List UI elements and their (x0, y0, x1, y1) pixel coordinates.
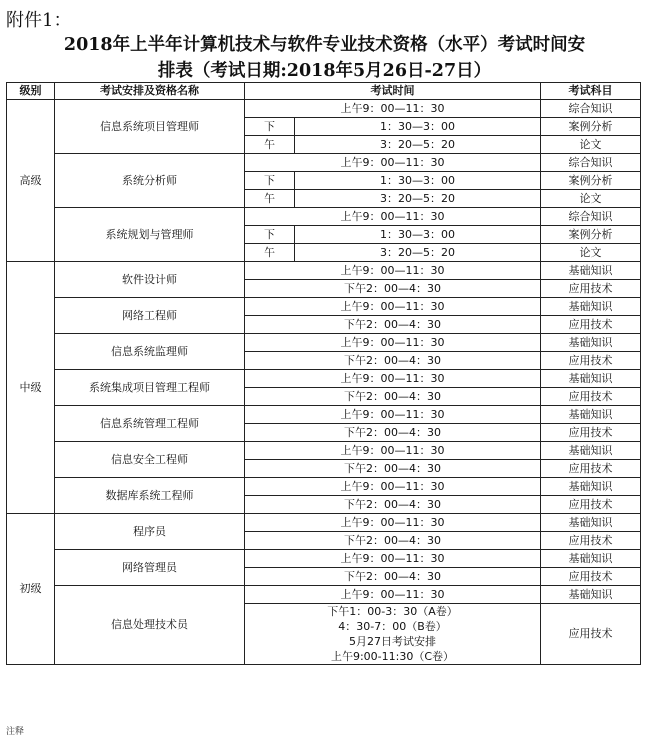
table-row (7, 298, 641, 316)
exam-schedule-table (6, 82, 641, 665)
exam-time: 3：20—5：20 (295, 244, 541, 262)
exam-time: 上午9：00—11：30 (245, 100, 541, 118)
title-line-2: 排表（考试日期:2018年5月26日-27日） (157, 61, 492, 81)
exam-subject: 案例分析 (541, 118, 641, 136)
exam-subject: 基础知识 (541, 370, 641, 388)
exam-name: 信息安全工程师 (55, 442, 245, 478)
attachment-label: 附件1： (6, 10, 72, 31)
exam-subject: 综合知识 (541, 100, 641, 118)
header-subject: 考试科目 (541, 83, 641, 100)
table-row (7, 370, 641, 388)
exam-time-special (245, 604, 541, 665)
table-row (7, 442, 641, 460)
exam-name: 系统集成项目管理工程师 (55, 370, 245, 406)
header-level: 级别 (7, 83, 55, 100)
exam-time: 1：30—3：00 (295, 118, 541, 136)
exam-time: 1：30—3：00 (295, 172, 541, 190)
exam-time: 下午2：00—4：30 (245, 280, 541, 298)
table-row (7, 154, 641, 172)
exam-subject: 应用技术 (541, 496, 641, 514)
exam-time: 下午2：00—4：30 (245, 496, 541, 514)
exam-subject: 应用技术 (541, 316, 641, 334)
exam-subject: 案例分析 (541, 172, 641, 190)
exam-subject: 应用技术 (541, 424, 641, 442)
exam-time: 上午9：00—11：30 (245, 586, 541, 604)
exam-name: 系统分析师 (55, 154, 245, 208)
table-row (7, 208, 641, 226)
exam-name: 网络工程师 (55, 298, 245, 334)
exam-time: 上午9：00—11：30 (245, 514, 541, 532)
exam-time: 上午9：00—11：30 (245, 478, 541, 496)
exam-time: 下午2：00—4：30 (245, 532, 541, 550)
exam-subject: 基础知识 (541, 262, 641, 280)
exam-time: 1：30—3：00 (295, 226, 541, 244)
exam-subject: 基础知识 (541, 442, 641, 460)
table-row (7, 262, 641, 280)
exam-time: 下午2：00—4：30 (245, 460, 541, 478)
exam-time: 上午9：00—11：30 (245, 550, 541, 568)
exam-name: 系统规划与管理师 (55, 208, 245, 262)
special-time-line: 4：30-7：00（B卷） (338, 620, 447, 633)
exam-subject: 基础知识 (541, 514, 641, 532)
exam-time: 上午9：00—11：30 (245, 442, 541, 460)
exam-time: 下午2：00—4：30 (245, 568, 541, 586)
exam-subject: 案例分析 (541, 226, 641, 244)
exam-subject: 应用技术 (541, 532, 641, 550)
exam-subject: 基础知识 (541, 406, 641, 424)
exam-name: 程序员 (55, 514, 245, 550)
exam-name: 网络管理员 (55, 550, 245, 586)
exam-subject: 应用技术 (541, 388, 641, 406)
exam-subject: 应用技术 (541, 604, 641, 665)
pm-label: 下 (245, 226, 295, 244)
header-name: 考试安排及资格名称 (55, 83, 245, 100)
exam-name: 信息系统项目管理师 (55, 100, 245, 154)
exam-time: 上午9：00—11：30 (245, 262, 541, 280)
level-junior: 初级 (7, 514, 55, 665)
exam-name: 数据库系统工程师 (55, 478, 245, 514)
exam-subject: 应用技术 (541, 280, 641, 298)
exam-name: 信息处理技术员 (55, 586, 245, 665)
exam-name: 信息系统管理工程师 (55, 406, 245, 442)
pm-label: 下 (245, 172, 295, 190)
exam-time: 3：20—5：20 (295, 190, 541, 208)
footer-note: 注释 (6, 727, 25, 737)
exam-subject: 论文 (541, 136, 641, 154)
header-row (7, 83, 641, 100)
exam-name: 信息系统监理师 (55, 334, 245, 370)
exam-subject: 基础知识 (541, 550, 641, 568)
exam-time: 上午9：00—11：30 (245, 406, 541, 424)
pm-label: 下 (245, 118, 295, 136)
special-time-line: 下午1：00-3：30（A卷） (327, 605, 458, 618)
exam-subject: 应用技术 (541, 568, 641, 586)
level-senior: 高级 (7, 100, 55, 262)
level-mid: 中级 (7, 262, 55, 514)
exam-subject: 论文 (541, 190, 641, 208)
table-row (7, 100, 641, 118)
table-row (7, 550, 641, 568)
exam-subject: 综合知识 (541, 154, 641, 172)
exam-subject: 基础知识 (541, 586, 641, 604)
exam-time: 上午9：00—11：30 (245, 208, 541, 226)
pm-label: 午 (245, 136, 295, 154)
pm-label: 午 (245, 190, 295, 208)
exam-time: 上午9：00—11：30 (245, 298, 541, 316)
exam-time: 3：20—5：20 (295, 136, 541, 154)
exam-subject: 基础知识 (541, 334, 641, 352)
special-time-line: 5月27日考试安排 (349, 635, 436, 648)
header-time: 考试时间 (245, 83, 541, 100)
exam-time: 上午9：00—11：30 (245, 154, 541, 172)
exam-subject: 基础知识 (541, 478, 641, 496)
table-row (7, 478, 641, 496)
special-time-line: 上午9:00-11:30（C卷） (330, 650, 455, 663)
table-row (7, 406, 641, 424)
exam-time: 上午9：00—11：30 (245, 334, 541, 352)
exam-time: 下午2：00—4：30 (245, 352, 541, 370)
table-row (7, 334, 641, 352)
exam-subject: 应用技术 (541, 352, 641, 370)
exam-subject: 论文 (541, 244, 641, 262)
table-row (7, 586, 641, 604)
pm-label: 午 (245, 244, 295, 262)
exam-time: 下午2：00—4：30 (245, 424, 541, 442)
title-line-1: 2018年上半年计算机技术与软件专业技术资格（水平）考试时间安 (63, 35, 586, 55)
exam-name: 软件设计师 (55, 262, 245, 298)
table-row (7, 514, 641, 532)
exam-subject: 基础知识 (541, 298, 641, 316)
exam-subject: 应用技术 (541, 460, 641, 478)
exam-time: 下午2：00—4：30 (245, 316, 541, 334)
page-title (0, 32, 649, 84)
exam-subject: 综合知识 (541, 208, 641, 226)
exam-time: 下午2：00—4：30 (245, 388, 541, 406)
exam-time: 上午9：00—11：30 (245, 370, 541, 388)
